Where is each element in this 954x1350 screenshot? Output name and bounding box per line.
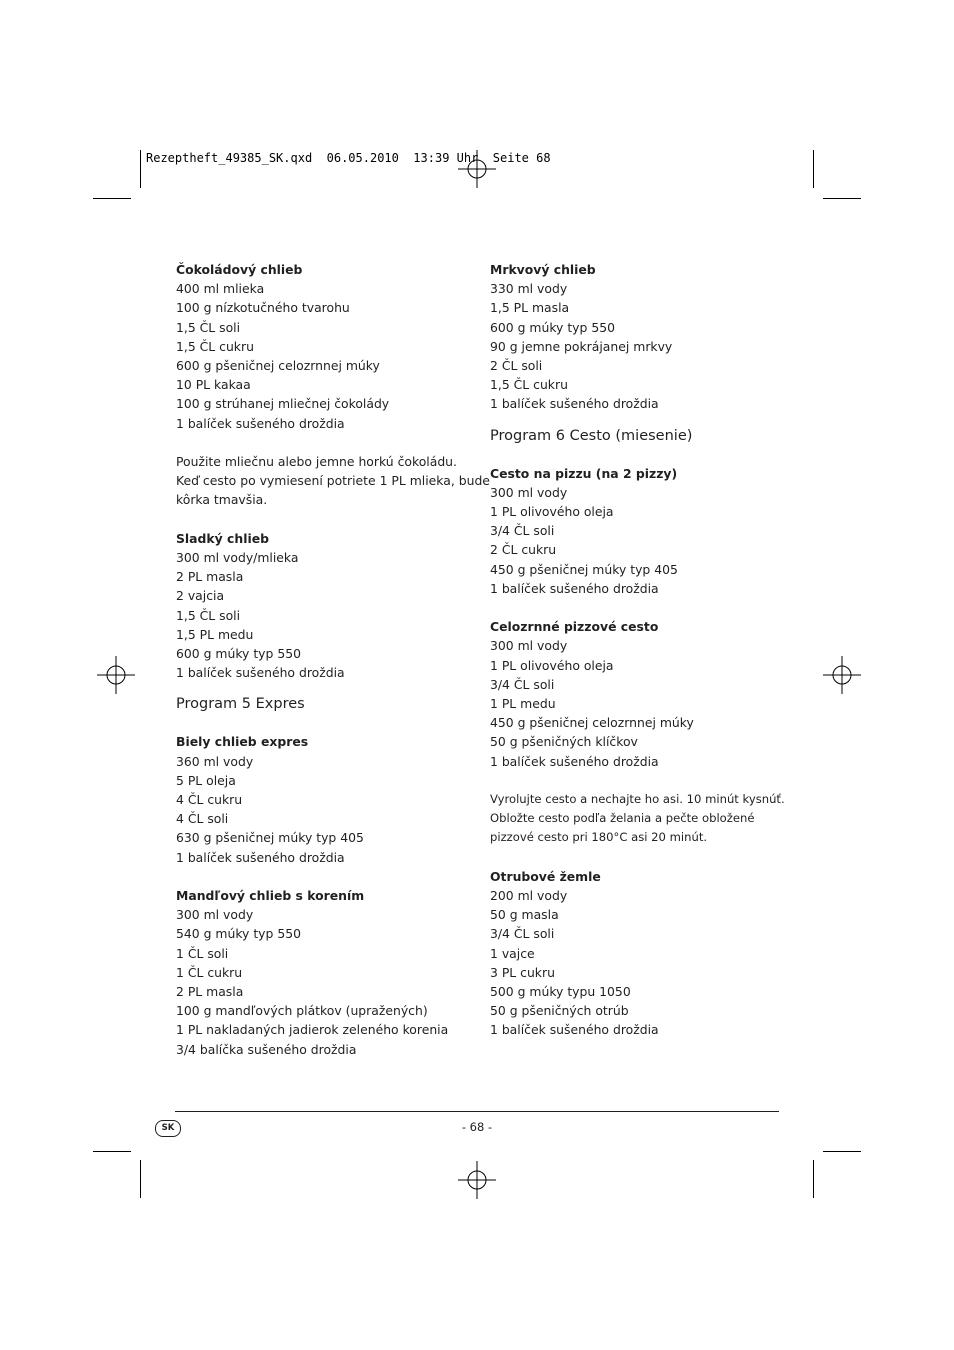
right-column: [490, 260, 790, 1040]
ingredient: 200 ml vody: [490, 888, 568, 904]
recipe-note: Keď cesto po vymiesení potriete 1 PL mlieka, bude: [176, 473, 490, 489]
crop-mark: [813, 1160, 814, 1198]
ingredient: 500 g múky typu 1050: [490, 984, 631, 1000]
ingredient: 1 balíček sušeného droždia: [490, 396, 659, 412]
print-slug: Rezeptheft_49385_SK.qxd 06.05.2010 13:39 Uhr Seite 68: [146, 151, 551, 165]
ingredient: 10 PL kakaa: [176, 377, 251, 393]
ingredient: 300 ml vody: [490, 484, 568, 500]
recipe-title: Otrubové žemle: [490, 868, 601, 884]
crop-mark: [140, 150, 141, 188]
ingredient: 600 g múky typ 550: [176, 646, 301, 662]
ingredient: 50 g masla: [490, 907, 559, 923]
ingredient: 1 ČL cukru: [176, 964, 243, 980]
ingredient: 3/4 balíčka sušeného droždia: [176, 1041, 357, 1057]
ingredient: 400 ml mlieka: [176, 281, 265, 297]
ingredient: 90 g jemne pokrájanej mrkvy: [490, 338, 673, 354]
ingredient: 1 PL nakladaných jadierok zeleného korenia: [176, 1022, 449, 1038]
recipe-title: Mandľový chlieb s korením: [176, 888, 365, 904]
crop-mark: [140, 1160, 141, 1198]
ingredient: 1 ČL soli: [176, 945, 229, 961]
registration-mark-icon: [97, 656, 135, 694]
ingredient: 3/4 ČL soli: [490, 676, 555, 692]
recipe-note: Obložte cesto podľa želania a pečte obložené: [490, 811, 755, 826]
registration-mark-icon: [823, 656, 861, 694]
ingredient: 630 g pšeničnej múky typ 405: [176, 830, 364, 846]
ingredient: 100 g nízkotučného tvarohu: [176, 300, 350, 316]
ingredient: 330 ml vody: [490, 281, 568, 297]
language-badge: SK: [155, 1120, 181, 1137]
ingredient: 450 g pšeničnej múky typ 405: [490, 561, 678, 577]
recipe-title: Biely chlieb expres: [176, 734, 309, 750]
crop-mark: [93, 1151, 131, 1152]
ingredient: 600 g pšeničnej celozrnnej múky: [176, 358, 380, 374]
crop-mark: [823, 1151, 861, 1152]
recipe-title: Cesto na pizzu (na 2 pizzy): [490, 465, 678, 481]
ingredient: 3 PL cukru: [490, 964, 555, 980]
recipe-title: Mrkvový chlieb: [490, 262, 596, 277]
ingredient: 2 ČL soli: [490, 358, 543, 374]
ingredient: 300 ml vody/mlieka: [176, 550, 299, 566]
program-heading: Program 6 Cesto (miesenie): [490, 427, 693, 444]
ingredient: 4 ČL cukru: [176, 792, 243, 808]
recipe-note: Vyrolujte cesto a nechajte ho asi. 10 minút kysnúť.: [490, 792, 785, 807]
ingredient: 50 g pšeničných klíčkov: [490, 734, 638, 750]
ingredient: 5 PL oleja: [176, 772, 236, 788]
ingredient: 2 vajcia: [176, 588, 225, 604]
ingredient: 1 PL medu: [490, 696, 556, 712]
ingredient: 100 g strúhanej mliečnej čokolády: [176, 396, 390, 412]
footer-divider: [175, 1111, 779, 1112]
ingredient: 1 PL olivového oleja: [490, 504, 614, 520]
ingredient: 1 balíček sušeného droždia: [176, 665, 345, 681]
crop-mark: [813, 150, 814, 188]
registration-mark-icon: [458, 150, 496, 188]
ingredient: 50 g pšeničných otrúb: [490, 1003, 629, 1019]
recipe-title: Čokoládový chlieb: [176, 262, 303, 277]
ingredient: 100 g mandľových plátkov (upražených): [176, 1003, 428, 1019]
ingredient: 1 balíček sušeného droždia: [176, 415, 345, 431]
ingredient: 1,5 ČL soli: [176, 319, 241, 335]
ingredient: 1 vajce: [490, 945, 535, 961]
ingredient: 1,5 ČL cukru: [176, 338, 254, 354]
recipe-title: Sladký chlieb: [176, 530, 269, 546]
ingredient: 1 balíček sušeného droždia: [490, 753, 659, 769]
page-number: - 68 -: [461, 1120, 493, 1134]
ingredient: 360 ml vody: [176, 753, 254, 769]
ingredient: 1 balíček sušeného droždia: [490, 580, 659, 596]
ingredient: 2 PL masla: [176, 984, 244, 1000]
ingredient: 1 balíček sušeného droždia: [176, 849, 345, 865]
ingredient: 2 PL masla: [176, 569, 244, 585]
ingredient: 1,5 ČL soli: [176, 607, 241, 623]
ingredient: 540 g múky typ 550: [176, 926, 301, 942]
ingredient: 1,5 PL medu: [176, 626, 254, 642]
recipe-note: pizzové cesto pri 180°C asi 20 minút.: [490, 830, 708, 845]
crop-mark: [93, 198, 131, 199]
ingredient: 1 balíček sušeného droždia: [490, 1022, 659, 1038]
ingredient: 1,5 ČL cukru: [490, 377, 568, 393]
ingredient: 2 ČL cukru: [490, 542, 557, 558]
recipe-title: Celozrnné pizzové cesto: [490, 619, 659, 635]
registration-mark-icon: [458, 1161, 496, 1199]
left-column: [176, 260, 490, 1059]
program-heading: Program 5 Expres: [176, 696, 305, 713]
crop-mark: [823, 198, 861, 199]
ingredient: 600 g múky typ 550: [490, 319, 615, 335]
ingredient: 1 PL olivového oleja: [490, 657, 614, 673]
ingredient: 3/4 ČL soli: [490, 926, 555, 942]
ingredient: 1,5 PL masla: [490, 300, 570, 316]
recipe-note: Použite mliečnu alebo jemne horkú čokoládu.: [176, 454, 457, 470]
ingredient: 3/4 ČL soli: [490, 523, 555, 539]
ingredient: 450 g pšeničnej celozrnnej múky: [490, 715, 694, 731]
recipe-note: kôrka tmavšia.: [176, 492, 268, 508]
ingredient: 300 ml vody: [176, 907, 254, 923]
ingredient: 4 ČL soli: [176, 811, 229, 827]
ingredient: 300 ml vody: [490, 638, 568, 654]
